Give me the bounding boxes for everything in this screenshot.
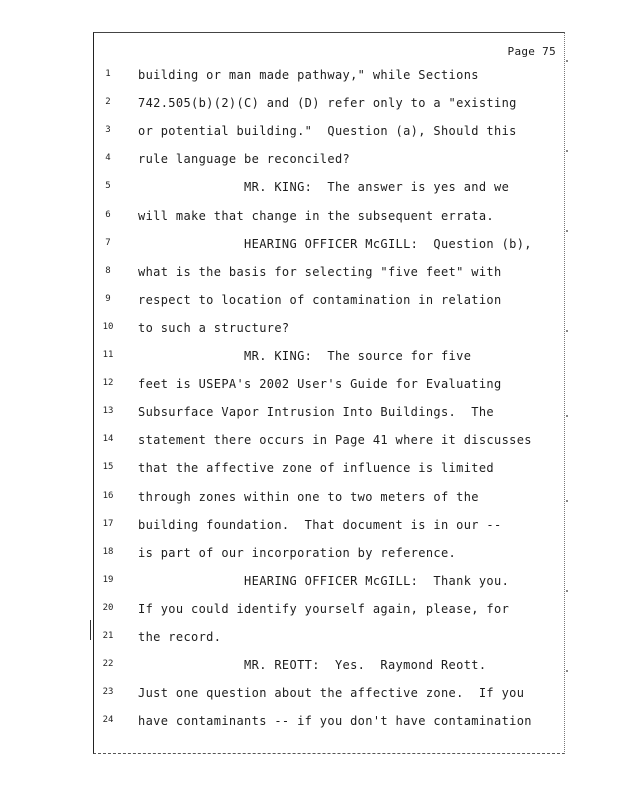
- transcript-line: have contaminants -- if you don't have contamination: [138, 714, 532, 729]
- transcript-line: that the affective zone of influence is limited: [138, 461, 495, 476]
- line-number: 1: [105, 69, 111, 79]
- scan-speck: [566, 60, 568, 62]
- line-number: 7: [105, 237, 111, 248]
- transcript-line: 742.505(b)(2)(C) and (D) refer only to a "existing: [138, 96, 517, 111]
- line-number: 24: [102, 715, 114, 726]
- line-number: 9: [105, 293, 111, 304]
- scan-speck: [566, 670, 568, 672]
- scan-speck: [566, 500, 568, 502]
- line-number: 12: [102, 378, 114, 389]
- transcript-line: to such a structure?: [138, 320, 290, 335]
- transcript-line: will make that change in the subsequent errata.: [138, 208, 495, 223]
- line-number: 13: [102, 406, 114, 417]
- transcript-line: If you could identify yourself again, please, for: [138, 601, 510, 616]
- transcript-line: Just one question about the affective zone. If you: [138, 686, 525, 701]
- scan-speck: [566, 230, 568, 232]
- transcript-line: the record.: [138, 630, 222, 644]
- transcript-line: HEARING OFFICER McGILL: Thank you.: [138, 573, 510, 588]
- transcript-line: HEARING OFFICER McGILL: Question (b),: [138, 236, 532, 251]
- transcript-line: building foundation. That document is in our --: [138, 517, 502, 532]
- transcript-line: respect to location of contamination in relation: [138, 292, 502, 307]
- line-number: 6: [105, 209, 111, 220]
- transcript-line: or potential building." Question (a), Should this: [138, 124, 517, 139]
- line-number: 2: [105, 97, 111, 108]
- transcript-line: through zones within one to two meters of the: [138, 489, 479, 504]
- line-number: 17: [102, 518, 114, 529]
- transcript-line: Subsurface Vapor Intrusion Into Buildings. The: [138, 405, 495, 420]
- line-number: 3: [105, 125, 111, 136]
- transcript-line: statement there occurs in Page 41 where it discusses: [138, 433, 532, 448]
- line-number: 20: [102, 602, 114, 613]
- transcript-line: MR. KING: The answer is yes and we: [138, 180, 510, 195]
- scan-speck: [566, 415, 568, 417]
- transcript-line: MR. KING: The source for five: [138, 349, 472, 363]
- line-number: 8: [105, 265, 111, 276]
- margin-bar: [90, 620, 91, 640]
- line-number: 15: [102, 462, 114, 473]
- line-number: 11: [102, 350, 114, 360]
- line-number: 23: [102, 687, 114, 698]
- line-number: 22: [102, 659, 114, 670]
- line-number: 21: [102, 631, 114, 641]
- transcript-page: [93, 32, 565, 754]
- transcript-line: building or man made pathway," while Sections: [138, 68, 479, 82]
- transcript-line: what is the basis for selecting "five feet" with: [138, 264, 502, 279]
- scan-speck: [566, 590, 568, 592]
- line-number: 16: [102, 490, 114, 501]
- transcript-line: feet is USEPA's 2002 User's Guide for Evaluating: [138, 377, 502, 392]
- line-number: 18: [102, 546, 114, 557]
- line-number: 14: [102, 434, 114, 445]
- scan-speck: [566, 150, 568, 152]
- line-number: 19: [102, 574, 114, 585]
- scan-speck: [566, 330, 568, 332]
- line-number: 5: [105, 181, 111, 192]
- line-number: 10: [102, 321, 114, 332]
- line-number: 4: [105, 153, 111, 164]
- page-number: Page 75: [507, 45, 556, 58]
- transcript-line: rule language be reconciled?: [138, 152, 351, 167]
- transcript-line: MR. REOTT: Yes. Raymond Reott.: [138, 658, 487, 673]
- transcript-line: is part of our incorporation by reference.: [138, 545, 457, 560]
